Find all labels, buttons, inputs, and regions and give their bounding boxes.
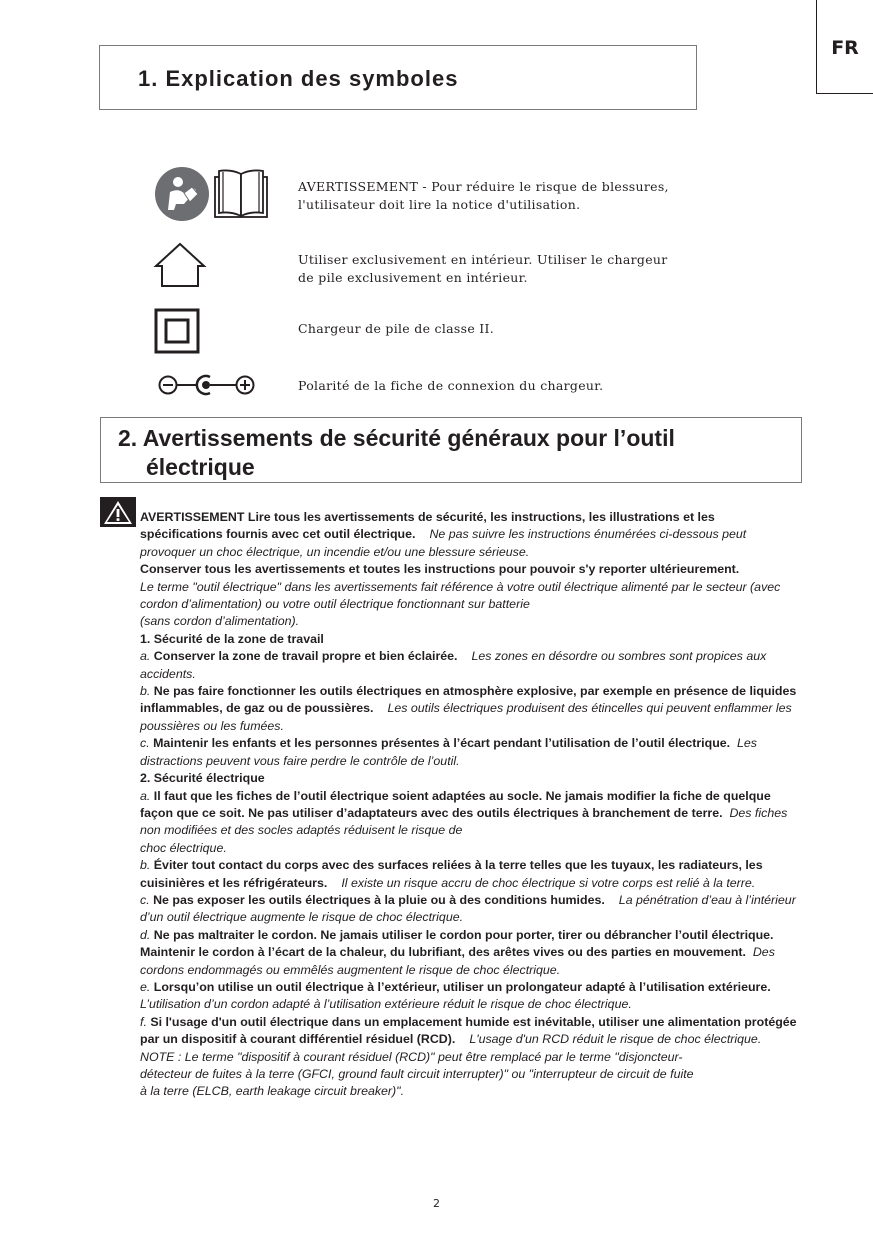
item-1c: c. Maintenir les enfants et les personnes présentes à l’écart pendant l’utilisation de l’outil électrique. Les distractions peuvent vous faire perdre le contrôle de l’outil.	[140, 736, 757, 768]
warning-paragraph: AVERTISSEMENT Lire tous les avertissements de sécurité, les instructions, les illustrations et les spécifications fournis avec cet outil électrique. Ne pas suivre les instructions énumérées ci-dessous peut provoquer un choc électrique, un incendie et/ou une blessure sérieuse.	[140, 510, 747, 559]
term-definition: Le terme "outil électrique" dans les avertissements fait référence à votre outil électrique alimenté par le secteur (avec cordon d’alimentation) ou votre outil électrique fonctionnant sur batterie (sans cordon d’alimentation).	[140, 579, 781, 629]
indoor-house-icon	[153, 242, 207, 288]
keep-instructions: Conserver tous les avertissements et toutes les instructions pour pouvoir s'y reporter ultérieurement.	[140, 562, 740, 577]
item-2b: b. Éviter tout contact du corps avec des surfaces reliées à la terre telles que les tuyaux, les radiateurs, les cuisinières et les réfrigérateurs. Il existe un risque accru de choc électrique si votre corps est relié à la terre.	[140, 858, 763, 890]
item-1b: b. Ne pas faire fonctionner les outils électriques en atmosphère explosive, par exemple en présence de liquides inflammables, de gaz ou de poussières. Les outils électriques produisent des étincelles qui peuvent enflammer les poussières ou les fumées.	[140, 684, 797, 733]
item-1a: a. Conserver la zone de travail propre et bien éclairée. Les zones en désordre ou sombres sont propices aux accidents.	[140, 649, 767, 681]
item-2d: d. Ne pas maltraiter le cordon. Ne jamais utiliser le cordon pour porter, tirer ou débrancher l’outil électrique. Maintenir le cordon à l’écart de la chaleur, du lubrifiant, des arêtes vives ou des parties en mouvement. Des cordons endommagés ou emmêlés augmentent le risque de choc électrique.	[140, 927, 775, 977]
symbol-class-ii-text: Chargeur de pile de classe II.	[298, 321, 495, 336]
page-number: 2	[433, 1197, 440, 1210]
polarity-icon	[158, 374, 256, 396]
item-2c: c. Ne pas exposer les outils électriques à la pluie ou à des conditions humides. La pénétration d’eau à l’intérieur d’un outil électrique augmente le risque de choc électrique.	[140, 892, 796, 925]
item-2a: a. Il faut que les fiches de l’outil électrique soient adaptées au socle. Ne jamais modifier la fiche de quelque façon que ce soit. Ne pas utiliser d’adaptateurs avec des outils électriques à branchement de terre. Des fiches non modifiées et des socles adaptés réduisent le risque de choc électrique.	[140, 788, 788, 855]
item-2f: f. Si l'usage d'un outil électrique dans un emplacement humide est inévitable, utiliser une alimentation protégée par un dispositif à courant différentiel résiduel (RCD). L'usage d'un RCD réduit le risque de choc électrique.	[140, 1014, 797, 1047]
symbol-polarity-text: Polarité de la fiche de connexion du chargeur.	[298, 378, 604, 393]
warning-triangle-icon	[100, 497, 136, 527]
item-2e: e. Lorsqu’on utilise un outil électrique à l’extérieur, utiliser un prolongateur adapté à l’utilisation extérieure. L’utilisation d’un cordon adapté à l’utilisation extérieure réduit le risque de choc électrique.	[140, 979, 771, 1012]
symbol-indoor-text: Utiliser exclusivement en intérieur. Utiliser le chargeur de pile exclusivement en intérieur.	[298, 252, 668, 285]
class-ii-icon	[154, 308, 200, 354]
section2-header-box	[100, 417, 802, 483]
section1-header-box	[99, 45, 697, 110]
heading-electrical: 2. Sécurité électrique	[140, 771, 265, 786]
heading-work-area: 1. Sécurité de la zone de travail	[140, 631, 324, 646]
rcd-note: NOTE : Le terme "dispositif à courant résiduel (RCD)" peut être remplacé par le terme "disjoncteur- détecteur de fuites à la terre (GFCI, ground fault circuit interrupter)" ou "interrupteur de circuit de fuite à la terre (ELCB, earth leakage circuit breaker)".	[140, 1049, 694, 1099]
section2-title: 2. Avertissements de sécurité généraux pour l’outil électrique	[118, 425, 675, 480]
read-manual-icon	[154, 166, 210, 222]
open-book-icon	[214, 168, 268, 220]
section1-title: 1. Explication des symboles	[138, 66, 459, 91]
symbol-warning-text: AVERTISSEMENT - Pour réduire le risque de blessures, l'utilisateur doit lire la notice d'utilisation.	[298, 179, 669, 212]
language-tab: FR	[816, 0, 873, 94]
safety-warnings-body	[140, 509, 800, 1101]
